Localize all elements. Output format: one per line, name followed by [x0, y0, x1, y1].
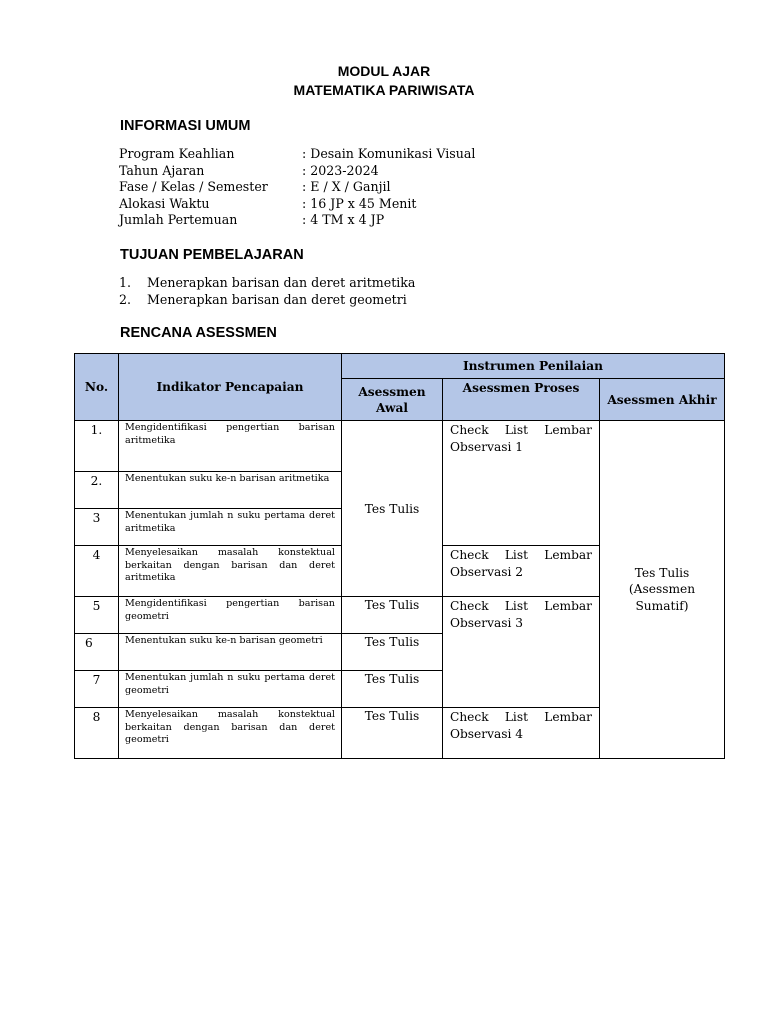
akhir-line: (Asessmen [628, 582, 696, 597]
info-row [119, 196, 475, 213]
info-label: Program Keahlian [119, 146, 235, 161]
info-row [119, 179, 475, 196]
row-indicator: Menentukan jumlah n suku pertama deret geometri [119, 671, 342, 708]
info-row [119, 212, 475, 229]
info-label: Jumlah Pertemuan [119, 212, 238, 228]
row-number: 8 [75, 708, 119, 759]
header-akhir: Asessmen Akhir [600, 379, 725, 421]
awal-tes-tulis: Tes Tulis [342, 634, 443, 671]
document-title-line1: MODUL AJAR [337, 63, 431, 79]
header-awal: Asessmen Awal [342, 379, 443, 421]
proses-line1 [450, 422, 592, 439]
info-list [119, 146, 475, 229]
row-number: 7 [75, 671, 119, 708]
proses-cell [443, 546, 600, 597]
info-label: Fase / Kelas / Semester [119, 179, 268, 195]
row-indicator: Menentukan jumlah n suku pertama deret aritmetika [119, 509, 342, 546]
goals-list [119, 275, 415, 308]
row-indicator: Menyelesaikan masalah konstektual berkaitan dengan barisan dan deret geometri [119, 708, 342, 759]
goal-item [119, 275, 415, 292]
assessment-table [74, 353, 725, 759]
akhir-line: Sumatif) [635, 598, 689, 613]
proses-word: List [504, 710, 528, 724]
proses-word: List [504, 423, 528, 437]
goal-text: Menerapkan barisan dan deret aritmetika [147, 275, 416, 290]
proses-cell [443, 708, 600, 759]
proses-word: Lembar [544, 599, 592, 613]
info-value: : Desain Komunikasi Visual [302, 146, 476, 161]
goal-number: 2. [119, 291, 132, 307]
goal-number: 1. [119, 275, 132, 290]
proses-cell [443, 597, 600, 708]
proses-word: List [504, 548, 528, 562]
header-indicator: Indikator Pencapaian [119, 354, 342, 421]
proses-word: Lembar [544, 548, 592, 562]
info-label: Tahun Ajaran [119, 162, 205, 178]
row-number: 4 [75, 546, 119, 597]
proses-cell [443, 421, 600, 546]
info-label: Alokasi Waktu [119, 195, 210, 211]
proses-line2: Observasi 1 [450, 439, 524, 454]
row-indicator: Menentukan suku ke-n barisan aritmetika [119, 472, 342, 509]
info-value: : 16 JP x 45 Menit [302, 195, 417, 211]
header-no: No. [75, 354, 119, 421]
proses-line2: Observasi 2 [450, 564, 524, 579]
header-instrument: Instrumen Penilaian [342, 354, 725, 379]
awal-tes-tulis: Tes Tulis [342, 708, 443, 759]
header-proses: Asessmen Proses [443, 379, 600, 421]
info-row [119, 146, 475, 163]
awal-tes-tulis: Tes Tulis [342, 671, 443, 708]
row-number: 1. [75, 421, 119, 472]
proses-word: Lembar [544, 423, 592, 437]
row-number: 5 [75, 597, 119, 634]
row-number: 2. [75, 472, 119, 509]
goal-text: Menerapkan barisan dan deret geometri [147, 291, 407, 307]
section-heading-assessment: RENCANA ASESSMEN [120, 325, 277, 341]
goal-item [119, 292, 415, 309]
proses-line2: Observasi 3 [450, 615, 524, 630]
table-row [75, 421, 725, 472]
row-number: 6 [75, 634, 119, 671]
row-indicator: Menentukan suku ke-n barisan geometri [119, 634, 342, 671]
proses-word: Check [450, 548, 489, 562]
proses-word: Check [450, 599, 489, 613]
row-number: 3 [75, 509, 119, 546]
info-value: : 4 TM x 4 JP [302, 212, 385, 228]
proses-line2: Observasi 4 [450, 726, 524, 741]
awal-tes-tulis: Tes Tulis [342, 421, 443, 597]
info-value: : E / X / Ganjil [302, 179, 391, 195]
akhir-line: Tes Tulis [634, 565, 690, 580]
proses-word: List [504, 599, 528, 613]
section-heading-goals: TUJUAN PEMBELAJARAN [120, 247, 304, 263]
awal-tes-tulis: Tes Tulis [342, 597, 443, 634]
proses-line1 [450, 709, 592, 726]
akhir-cell [600, 421, 725, 759]
proses-word: Lembar [544, 710, 592, 724]
info-row [119, 163, 475, 180]
document-title-line2: MATEMATIKA PARIWISATA [293, 82, 475, 98]
proses-word: Check [450, 710, 489, 724]
proses-line1 [450, 547, 592, 564]
section-heading-info: INFORMASI UMUM [120, 118, 251, 134]
proses-word: Check [450, 423, 489, 437]
row-indicator: Mengidentifikasi pengertian barisan geometri [119, 597, 342, 634]
info-value: : 2023-2024 [302, 162, 379, 178]
proses-line1 [450, 598, 592, 615]
row-indicator: Menyelesaikan masalah konstektual berkaitan dengan barisan dan deret aritmetika [119, 546, 342, 597]
row-indicator: Mengidentifikasi pengertian barisan aritmetika [119, 421, 342, 472]
